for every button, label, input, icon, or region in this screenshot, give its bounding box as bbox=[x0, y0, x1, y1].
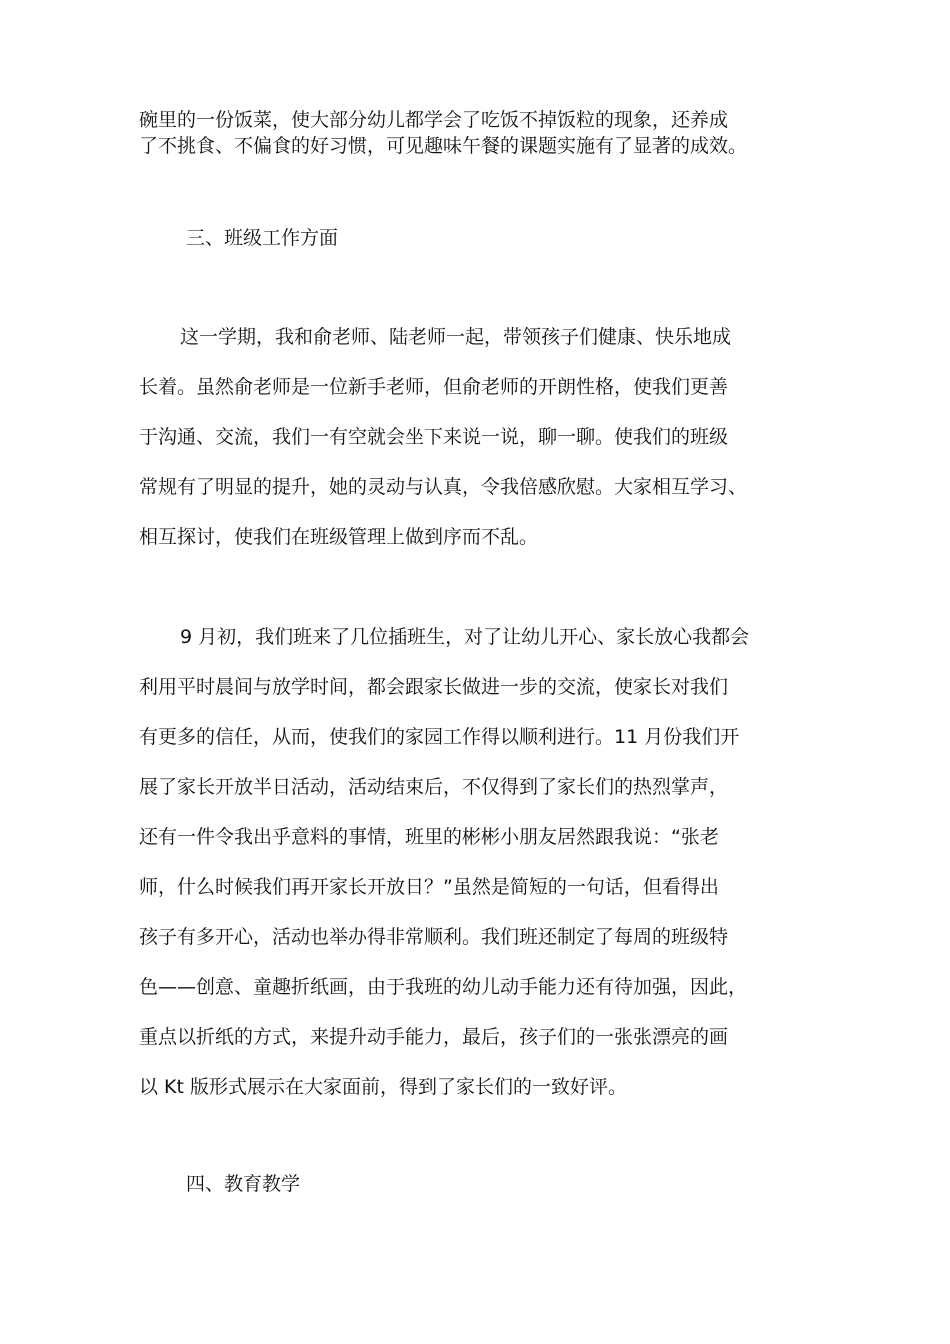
section-heading-education: 四、教育教学 bbox=[186, 1173, 301, 1195]
paragraph-line: 9 月初，我们班来了几位插班生，对了让幼儿开心、家长放心我都会 bbox=[180, 626, 750, 648]
paragraph-line: 还有一件令我出乎意料的事情，班里的彬彬小朋友居然跟我说：“张老 bbox=[139, 826, 719, 848]
paragraph-line: 色——创意、童趣折纸画，由于我班的幼儿动手能力还有待加强，因此， bbox=[139, 976, 748, 998]
paragraph-line: 相互探讨，使我们在班级管理上做到序而不乱。 bbox=[139, 526, 539, 548]
paragraph-line: 长着。虽然俞老师是一位新手老师，但俞老师的开朗性格，使我们更善 bbox=[139, 376, 729, 398]
paragraph-line: 碗里的一份饭菜，使大部分幼儿都学会了吃饭不掉饭粒的现象，还养成 bbox=[139, 109, 729, 131]
section-heading-class-work: 三、班级工作方面 bbox=[186, 227, 339, 249]
paragraph-line: 常规有了明显的提升，她的灵动与认真，令我倍感欣慰。大家相互学习、 bbox=[139, 476, 748, 498]
paragraph-line: 孩子有多开心，活动也举办得非常顺利。我们班还制定了每周的班级特 bbox=[139, 926, 729, 948]
paragraph-line: 以 Kt 版形式展示在大家面前，得到了家长们的一致好评。 bbox=[139, 1076, 627, 1098]
paragraph-line: 于沟通、交流，我们一有空就会坐下来说一说，聊一聊。使我们的班级 bbox=[139, 426, 729, 448]
paragraph-line: 这一学期，我和俞老师、陆老师一起，带领孩子们健康、快乐地成 bbox=[180, 326, 732, 348]
paragraph-line: 了不挑食、不偏食的好习惯，可见趣味午餐的课题实施有了显著的成效。 bbox=[139, 135, 748, 157]
paragraph-line: 展了家长开放半日活动，活动结束后，不仅得到了家长们的热烈掌声， bbox=[139, 776, 729, 798]
paragraph-line: 重点以折纸的方式，来提升动手能力，最后，孩子们的一张张漂亮的画 bbox=[139, 1026, 729, 1048]
paragraph-line: 师，什么时候我们再开家长开放日？”虽然是简短的一句话，但看得出 bbox=[139, 876, 719, 898]
paragraph-line: 有更多的信任，从而，使我们的家园工作得以顺利进行。11 月份我们开 bbox=[139, 726, 740, 748]
paragraph-line: 利用平时晨间与放学时间，都会跟家长做进一步的交流，使家长对我们 bbox=[139, 676, 729, 698]
